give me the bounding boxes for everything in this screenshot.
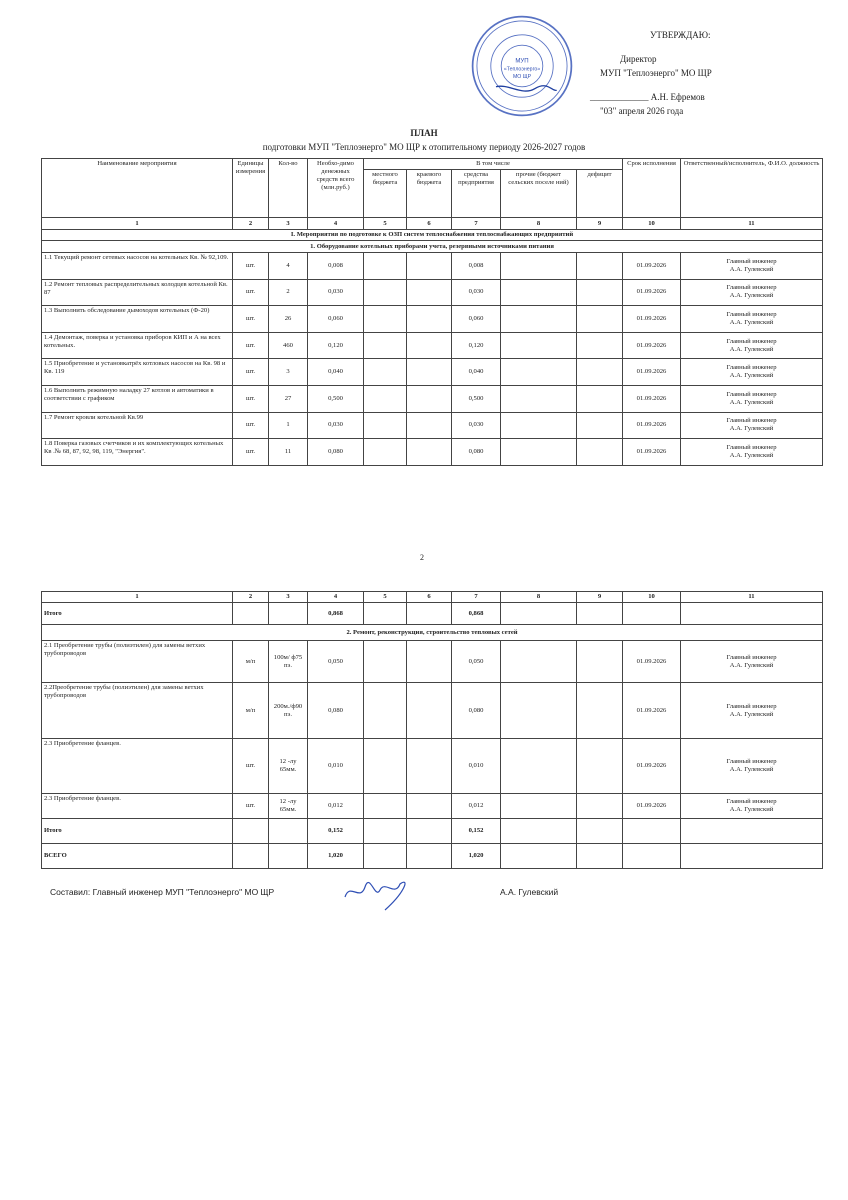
plan-table-page2 <box>41 591 823 869</box>
header-local: местного бюджета <box>364 170 407 218</box>
table-row <box>42 359 823 386</box>
cell-unit: шт. <box>233 794 269 819</box>
cell-empty <box>577 279 623 306</box>
cell-empty <box>364 439 407 466</box>
cell-name: 1.4 Демонтаж, поверка и установка приборов КИП и А на всех котельных. <box>42 332 233 359</box>
table-row <box>42 794 823 819</box>
cell-empty <box>364 359 407 386</box>
cell-empty <box>681 603 823 625</box>
header-responsible: Ответственный/исполнитель, Ф.И.О. должность <box>681 159 823 218</box>
cell-empty <box>407 603 452 625</box>
column-number: 7 <box>452 592 501 603</box>
cell-empty <box>407 253 452 280</box>
cell-empty <box>681 819 823 844</box>
cell-name: 2.1 Преобретение трубы (полиэтилен) для замены ветхих трубопроводов <box>42 641 233 683</box>
cell-total: 0,050 <box>308 641 364 683</box>
cell-empty <box>577 385 623 412</box>
responsible-line: Главный инженер <box>726 337 777 345</box>
responsible-line: А.А. Гулевский <box>729 398 774 406</box>
cell-responsible <box>681 641 823 683</box>
cell-empty <box>407 794 452 819</box>
column-number: 9 <box>577 218 623 230</box>
cell-empty <box>407 332 452 359</box>
cell-empty <box>501 253 577 280</box>
cell-unit: шт. <box>233 306 269 333</box>
cell-empty <box>501 332 577 359</box>
page-number: 2 <box>420 553 424 562</box>
cell-deadline: 01.09.2026 <box>623 359 681 386</box>
cell-deadline: 01.09.2026 <box>623 641 681 683</box>
subsection-heading: 1. Оборудование котельных приборами учета, резервными источниками питания <box>42 241 823 253</box>
column-number: 8 <box>501 218 577 230</box>
cell-empty <box>233 819 269 844</box>
cell-empty <box>623 603 681 625</box>
cell-responsible <box>681 794 823 819</box>
cell-total: 0,152 <box>308 819 364 844</box>
column-number: 5 <box>364 218 407 230</box>
table-row <box>42 412 823 439</box>
cell-name: 2.2Преобретение трубы (полиэтилен) для замены ветхих трубопроводов <box>42 683 233 739</box>
cell-total: 0,030 <box>308 279 364 306</box>
cell-empty <box>577 253 623 280</box>
cell-enterprise: 0,050 <box>452 641 501 683</box>
cell-empty <box>364 306 407 333</box>
cell-total: 0,040 <box>308 359 364 386</box>
header-deadline: Срок исполнения <box>623 159 681 218</box>
cell-deadline: 01.09.2026 <box>623 332 681 359</box>
cell-empty <box>501 844 577 869</box>
column-number: 8 <box>501 592 577 603</box>
cell-empty <box>577 359 623 386</box>
cell-qty: 27 <box>269 385 308 412</box>
subtotal-row <box>42 819 823 844</box>
column-number: 2 <box>233 218 269 230</box>
cell-unit: шт. <box>233 359 269 386</box>
cell-name: 1.8 Поверка газовых счетчиков и их комплектующих котельных Кв .№ 68, 87, 92, 98, 119, "Энергия". <box>42 439 233 466</box>
engineer-signature <box>340 872 420 912</box>
cell-empty <box>364 844 407 869</box>
approval-date: "03" апреля 2026 года <box>600 106 684 116</box>
cell-qty: 11 <box>269 439 308 466</box>
cell-empty <box>501 794 577 819</box>
responsible-line: А.А. Гулевский <box>729 766 774 773</box>
cell-empty <box>233 603 269 625</box>
cell-enterprise: 0,040 <box>452 359 501 386</box>
cell-unit: шт. <box>233 332 269 359</box>
cell-empty <box>233 844 269 869</box>
column-number-row <box>42 218 823 230</box>
responsible-line: Главный инженер <box>726 758 777 765</box>
plan-table-page1 <box>41 158 823 466</box>
responsible-line: Главный инженер <box>726 390 777 398</box>
section-heading: I. Мероприятия по подготовке к ОЗП систем теплоснабжения теплоснабжающих предприятий <box>42 230 823 241</box>
column-number: 4 <box>308 218 364 230</box>
header-qty: Кол-во <box>269 159 308 218</box>
responsible-line: Главный инженер <box>726 443 777 451</box>
header-including: В том числе <box>364 159 623 170</box>
cell-empty <box>623 819 681 844</box>
responsible-line: А.А. Гулевский <box>729 710 774 718</box>
cell-name: 1.1 Текущий ремонт сетевых насосов на котельных Кв. № 92,109. <box>42 253 233 280</box>
cell-unit: шт. <box>233 253 269 280</box>
cell-name: 1.7 Ремонт кровли котельной Кв.99 <box>42 412 233 439</box>
compiled-by-name: А.А. Гулевский <box>500 887 559 897</box>
responsible-line: Главный инженер <box>726 798 777 805</box>
subsection-heading: 2. Ремонт, реконструкция, строительство тепловых сетей <box>42 625 823 641</box>
column-number: 10 <box>623 592 681 603</box>
cell-enterprise: 0,012 <box>452 794 501 819</box>
responsible-line: А.А. Гулевский <box>729 661 774 669</box>
cell-deadline: 01.09.2026 <box>623 306 681 333</box>
cell-unit: шт. <box>233 439 269 466</box>
responsible-line: А.А. Гулевский <box>729 292 774 300</box>
cell-qty: 200м./ф90 пэ. <box>269 683 308 739</box>
column-number: 4 <box>308 592 364 603</box>
cell-empty <box>501 641 577 683</box>
cell-empty <box>501 359 577 386</box>
cell-empty <box>577 739 623 794</box>
cell-responsible <box>681 359 823 386</box>
cell-responsible <box>681 279 823 306</box>
cell-label: Итого <box>42 603 233 625</box>
header-deficit: дефицит <box>577 170 623 218</box>
cell-name: 1.3 Выполнить обследование дымоходов котельных (Ф-20) <box>42 306 233 333</box>
cell-responsible <box>681 306 823 333</box>
approval-block <box>590 28 820 118</box>
cell-enterprise: 0,868 <box>452 603 501 625</box>
header-enterprise: средства предприятия <box>452 170 501 218</box>
cell-total: 0,060 <box>308 306 364 333</box>
table-row <box>42 332 823 359</box>
cell-responsible <box>681 253 823 280</box>
cell-qty: 3 <box>269 359 308 386</box>
cell-enterprise: 0,060 <box>452 306 501 333</box>
responsible-line: А.А. Гулевский <box>729 318 774 326</box>
column-number: 1 <box>42 592 233 603</box>
cell-empty <box>681 844 823 869</box>
header-total: Необхо-димо денежных средств всего (млн.руб.) <box>308 159 364 218</box>
responsible-line: Главный инженер <box>726 364 777 372</box>
cell-deadline: 01.09.2026 <box>623 739 681 794</box>
column-number: 6 <box>407 592 452 603</box>
cell-responsible <box>681 332 823 359</box>
cell-empty <box>407 279 452 306</box>
cell-empty <box>501 279 577 306</box>
column-number-row <box>42 592 823 603</box>
cell-unit: шт. <box>233 279 269 306</box>
subtotal-row <box>42 603 823 625</box>
cell-empty <box>577 794 623 819</box>
cell-empty <box>577 439 623 466</box>
cell-empty <box>407 385 452 412</box>
responsible-line: Главный инженер <box>726 653 777 661</box>
cell-empty <box>577 819 623 844</box>
cell-empty <box>501 739 577 794</box>
table-row <box>42 306 823 333</box>
cell-qty: 460 <box>269 332 308 359</box>
cell-enterprise: 1,020 <box>452 844 501 869</box>
cell-deadline: 01.09.2026 <box>623 794 681 819</box>
header-other: прочие (бюджет сельских поселе ний) <box>501 170 577 218</box>
cell-empty <box>364 412 407 439</box>
cell-total: 0,012 <box>308 794 364 819</box>
cell-unit: шт. <box>233 739 269 794</box>
responsible-line: Главный инженер <box>726 417 777 425</box>
cell-qty: 4 <box>269 253 308 280</box>
cell-empty <box>407 683 452 739</box>
header-regional: краевого бюджета <box>407 170 452 218</box>
responsible-line: А.А. Гулевский <box>729 372 774 380</box>
cell-empty <box>577 603 623 625</box>
cell-qty: 1 <box>269 412 308 439</box>
approver-signature-line: _____________ А.Н. Ефремов <box>590 92 705 102</box>
table-row <box>42 279 823 306</box>
cell-responsible <box>681 683 823 739</box>
column-number: 10 <box>623 218 681 230</box>
cell-empty <box>269 819 308 844</box>
column-number: 2 <box>233 592 269 603</box>
cell-unit: шт. <box>233 385 269 412</box>
cell-enterprise: 0,030 <box>452 279 501 306</box>
column-number: 5 <box>364 592 407 603</box>
cell-label: Итого <box>42 819 233 844</box>
responsible-line: Главный инженер <box>726 284 777 292</box>
organization-stamp <box>470 14 574 118</box>
cell-empty <box>577 683 623 739</box>
cell-total: 0,010 <box>308 739 364 794</box>
cell-qty: 2 <box>269 279 308 306</box>
cell-empty <box>407 359 452 386</box>
cell-label: ВСЕГО <box>42 844 233 869</box>
cell-qty: 100м/ ф75 пэ. <box>269 641 308 683</box>
table-row <box>42 439 823 466</box>
cell-empty <box>501 385 577 412</box>
cell-empty <box>364 603 407 625</box>
column-number: 9 <box>577 592 623 603</box>
approve-label: УТВЕРЖДАЮ: <box>650 30 711 40</box>
cell-deadline: 01.09.2026 <box>623 439 681 466</box>
cell-empty <box>501 819 577 844</box>
cell-empty <box>577 412 623 439</box>
cell-enterprise: 0,080 <box>452 439 501 466</box>
approver-org: МУП "Теплоэнерго" МО ЩР <box>600 68 712 78</box>
cell-empty <box>501 439 577 466</box>
cell-empty <box>364 819 407 844</box>
cell-qty: 12 -лу 65мм. <box>269 739 308 794</box>
responsible-line: А.А. Гулевский <box>729 451 774 459</box>
cell-empty <box>407 844 452 869</box>
cell-empty <box>407 439 452 466</box>
cell-total: 0,120 <box>308 332 364 359</box>
cell-empty <box>407 412 452 439</box>
responsible-line: А.А. Гулевский <box>729 425 774 433</box>
cell-empty <box>364 739 407 794</box>
column-number: 11 <box>681 218 823 230</box>
cell-deadline: 01.09.2026 <box>623 385 681 412</box>
cell-deadline: 01.09.2026 <box>623 279 681 306</box>
cell-qty: 12 -лу 65мм. <box>269 794 308 819</box>
responsible-line: А.А. Гулевский <box>729 806 774 813</box>
cell-empty <box>364 641 407 683</box>
cell-enterprise: 0,010 <box>452 739 501 794</box>
responsible-line: Главный инженер <box>726 310 777 318</box>
cell-empty <box>407 641 452 683</box>
svg-text:МО ЩР: МО ЩР <box>512 74 532 81</box>
cell-empty <box>364 253 407 280</box>
table-row <box>42 683 823 739</box>
document-subtitle: подготовки МУП "Теплоэнерго" МО ЩР к отопительному периоду 2026-2027 годов <box>262 142 586 152</box>
column-number: 11 <box>681 592 823 603</box>
cell-name: 2.3 Приобретение фланцев. <box>42 794 233 819</box>
cell-unit: шт. <box>233 412 269 439</box>
svg-text:МУП: МУП <box>515 58 529 65</box>
cell-deadline: 01.09.2026 <box>623 683 681 739</box>
column-number: 6 <box>407 218 452 230</box>
cell-empty <box>364 279 407 306</box>
cell-empty <box>364 794 407 819</box>
table-row <box>42 641 823 683</box>
cell-empty <box>269 603 308 625</box>
cell-total: 0,500 <box>308 385 364 412</box>
cell-enterprise: 0,008 <box>452 253 501 280</box>
cell-total: 0,868 <box>308 603 364 625</box>
cell-empty <box>364 332 407 359</box>
table-row <box>42 739 823 794</box>
svg-text:«Теплоэнерго»: «Теплоэнерго» <box>503 66 541 73</box>
cell-empty <box>577 641 623 683</box>
cell-deadline: 01.09.2026 <box>623 412 681 439</box>
cell-unit: м/п <box>233 641 269 683</box>
cell-name: 1.5 Приобретение и установкатрёх котловых насосов на Кв. 98 и Кв. 119 <box>42 359 233 386</box>
cell-empty <box>364 683 407 739</box>
cell-empty <box>623 844 681 869</box>
responsible-line: Главный инженер <box>726 702 777 710</box>
cell-total: 0,080 <box>308 439 364 466</box>
cell-empty <box>407 306 452 333</box>
cell-qty: 26 <box>269 306 308 333</box>
cell-name: 2.3 Приобретение фланцев. <box>42 739 233 794</box>
cell-empty <box>577 306 623 333</box>
cell-empty <box>577 332 623 359</box>
cell-empty <box>407 739 452 794</box>
cell-total: 0,008 <box>308 253 364 280</box>
responsible-line: А.А. Гулевский <box>729 265 774 273</box>
cell-name: 1.2 Ремонт тепловых распределительных колодцев котельной Кв. 87 <box>42 279 233 306</box>
cell-responsible <box>681 439 823 466</box>
column-number: 1 <box>42 218 233 230</box>
responsible-line: А.А. Гулевский <box>729 345 774 353</box>
cell-empty <box>501 306 577 333</box>
cell-unit: м/п <box>233 683 269 739</box>
cell-empty <box>269 844 308 869</box>
cell-total: 1,020 <box>308 844 364 869</box>
approver-position: Директор <box>620 54 657 64</box>
header-name: Наименование мероприятия <box>42 159 233 218</box>
responsible-line: Главный инженер <box>726 257 777 265</box>
cell-enterprise: 0,152 <box>452 819 501 844</box>
cell-total: 0,080 <box>308 683 364 739</box>
cell-enterprise: 0,120 <box>452 332 501 359</box>
cell-empty <box>501 412 577 439</box>
cell-empty <box>364 385 407 412</box>
cell-deadline: 01.09.2026 <box>623 253 681 280</box>
column-number: 3 <box>269 592 308 603</box>
header-unit: Единицы измерения <box>233 159 269 218</box>
cell-empty <box>577 844 623 869</box>
cell-responsible <box>681 385 823 412</box>
cell-name: 1.6 Выполнить режимную наладку 27 котлов и автоматики в соответствии с графиком <box>42 385 233 412</box>
compiled-by: Составил: Главный инженер МУП "Теплоэнерго" МО ЩР <box>50 887 275 897</box>
document-title: ПЛАН <box>410 128 438 138</box>
cell-responsible <box>681 739 823 794</box>
cell-total: 0,030 <box>308 412 364 439</box>
cell-responsible <box>681 412 823 439</box>
cell-enterprise: 0,500 <box>452 385 501 412</box>
table-row <box>42 385 823 412</box>
column-number: 3 <box>269 218 308 230</box>
grand-total-row <box>42 844 823 869</box>
cell-empty <box>501 683 577 739</box>
cell-empty <box>407 819 452 844</box>
column-number: 7 <box>452 218 501 230</box>
cell-empty <box>501 603 577 625</box>
cell-enterprise: 0,080 <box>452 683 501 739</box>
cell-enterprise: 0,030 <box>452 412 501 439</box>
table-row <box>42 253 823 280</box>
